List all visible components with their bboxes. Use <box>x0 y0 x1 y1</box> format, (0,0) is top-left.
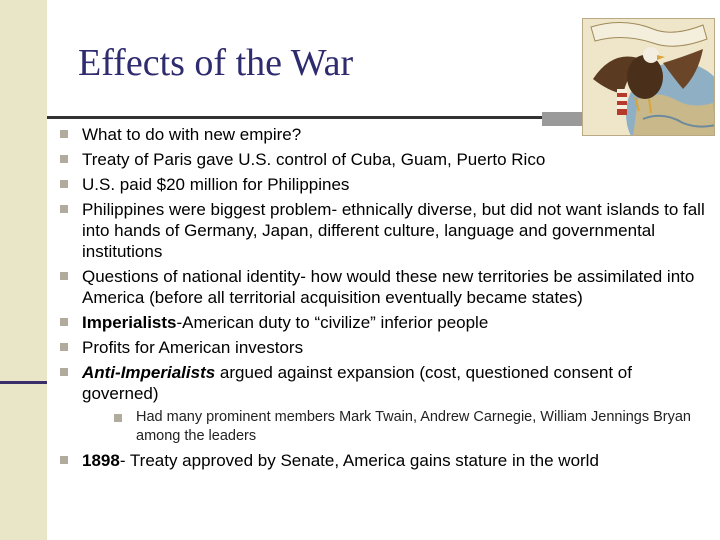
bullet-marker <box>60 272 68 280</box>
list-item: Philippines were biggest problem- ethnically diverse, but did not want islands to fall into hands of Germany, Japan, different culture, language and governmental institutions <box>60 199 710 262</box>
term-imperialists: Imperialists <box>82 313 177 332</box>
bullet-marker <box>60 180 68 188</box>
slide-title: Effects of the War <box>78 42 354 84</box>
bullet-marker <box>60 456 68 464</box>
list-item: Anti-Imperialists argued against expansion (cost, questioned consent of governed) Had many prominent members Mark Twain, Andrew Carnegie, William Jennings Bryan among the leaders <box>60 362 710 446</box>
sub-bullet-marker <box>114 414 122 422</box>
bullet-marker <box>60 155 68 163</box>
bullet-marker <box>60 130 68 138</box>
bullet-marker <box>60 205 68 213</box>
list-item: Imperialists-American duty to “civilize” inferior people <box>60 312 710 333</box>
term-anti-imperialists: Anti-Imperialists <box>82 363 216 382</box>
eagle-globe-illustration <box>582 18 715 136</box>
left-accent-line <box>0 381 47 384</box>
list-item: 1898- Treaty approved by Senate, America gains stature in the world <box>60 450 710 471</box>
list-item: Profits for American investors <box>60 337 710 358</box>
title-underline <box>47 116 590 119</box>
list-item: U.S. paid $20 million for Philippines <box>60 174 710 195</box>
term-1898: 1898 <box>82 451 120 470</box>
list-item: Questions of national identity- how would these new territories be assimilated into America (before all territorial acquisition eventually became states) <box>60 266 710 308</box>
bullet-list <box>60 124 710 475</box>
bullet-marker <box>60 318 68 326</box>
sub-bullet-list <box>114 408 710 446</box>
sub-list-item: Had many prominent members Mark Twain, Andrew Carnegie, William Jennings Bryan among the leaders <box>114 408 710 446</box>
bullet-marker <box>60 368 68 376</box>
list-item: What to do with new empire? <box>60 124 710 145</box>
left-decorative-band <box>0 0 47 540</box>
list-item: Treaty of Paris gave U.S. control of Cuba, Guam, Puerto Rico <box>60 149 710 170</box>
bullet-marker <box>60 343 68 351</box>
